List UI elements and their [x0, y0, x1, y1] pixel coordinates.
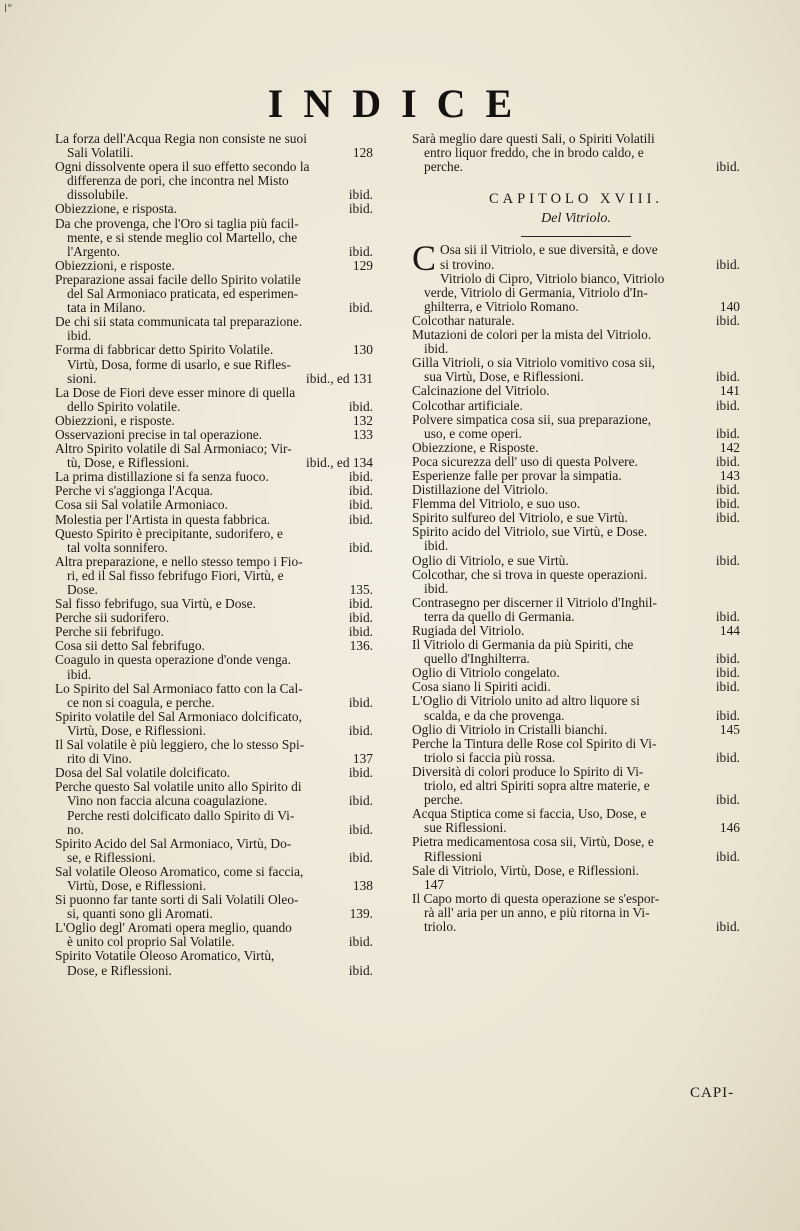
- entry-text: Sal volatile Oleoso Aromatico, come si faccia,: [55, 863, 304, 879]
- index-entry: [55, 823, 373, 837]
- index-entry: [55, 653, 373, 667]
- index-entry: [412, 751, 740, 765]
- right-column: [412, 132, 740, 934]
- index-entry: [412, 666, 740, 680]
- entry-text: Oglio di Vitriolo, e sue Virtù.: [412, 552, 569, 568]
- index-entry: [412, 596, 740, 610]
- index-entry: [55, 343, 373, 357]
- index-entry: [55, 160, 373, 174]
- entry-text: La prima distillazione si fa senza fuoco.: [55, 469, 269, 485]
- entry-text: Perche la Tintura delle Rose col Spirito di Vi-: [412, 735, 657, 751]
- entry-text: Poca sicurezza dell' uso di questa Polvere.: [412, 453, 638, 469]
- entry-text: Perche questo Sal volatile unito allo Spirito di: [55, 779, 302, 795]
- right-top-entries: [412, 132, 740, 174]
- entry-page: ibid.: [715, 510, 740, 526]
- index-entry: [412, 765, 740, 779]
- dropcap-letter: C: [412, 238, 437, 279]
- index-entry: [412, 624, 740, 638]
- index-entry: [55, 442, 373, 456]
- index-entry: [55, 174, 373, 188]
- entry-page: ibid.: [348, 849, 373, 865]
- index-entry: [55, 132, 373, 146]
- entry-text: Cosa sii detto Sal febrifugo.: [55, 638, 205, 654]
- right-entries: [412, 272, 740, 934]
- entry-text: del Sal Armoniaco praticata, ed esperimen-: [67, 286, 299, 302]
- entry-text: perche.: [424, 159, 464, 175]
- entry-page: ibid.: [348, 201, 373, 217]
- entry-text: Il Capo morto di questa operazione se s'espor-: [412, 890, 660, 906]
- entry-page: ibid.: [348, 821, 373, 837]
- index-entry: [412, 356, 740, 370]
- entry-text: Calcinazione del Vitriolo.: [412, 383, 550, 399]
- entry-page: ibid.: [348, 300, 373, 316]
- page-title: INDICE: [267, 81, 533, 126]
- entry-text: sue Riflessioni.: [424, 820, 507, 836]
- index-entry: [412, 146, 740, 160]
- divider: [521, 236, 631, 237]
- entry-page: ibid.: [715, 848, 740, 864]
- index-entry: [412, 709, 740, 723]
- entry-text: Diversità di colori produce lo Spirito di Vi-: [412, 763, 644, 779]
- index-entry: [412, 441, 740, 455]
- entry-page: ibid.: [715, 651, 740, 667]
- index-entry: [55, 541, 373, 555]
- entry-page: 130: [352, 342, 373, 358]
- entry-page: 145: [719, 721, 740, 737]
- entry-page: ibid.: [348, 722, 373, 738]
- entry-page: 139.: [349, 906, 373, 922]
- entry-page: 138: [352, 877, 373, 893]
- entry-text: perche.: [424, 792, 464, 808]
- index-entry: [412, 539, 740, 553]
- entry-text: Da che provenga, che l'Oro si taglia più facil-: [55, 215, 299, 231]
- entry-page: 146: [719, 820, 740, 836]
- entry-text: no.: [67, 821, 84, 837]
- entry-text: Altra preparazione, e nello stesso tempo i Fio-: [55, 553, 303, 569]
- index-entry: [55, 513, 373, 527]
- entry-text: Perche sii febrifugo.: [55, 624, 164, 640]
- index-entry: [412, 328, 740, 342]
- index-entry: [440, 258, 740, 272]
- entry-page: 140: [719, 298, 740, 314]
- entry-text: Riflessioni: [424, 848, 483, 864]
- index-entry: [412, 906, 740, 920]
- entry-text: Colcothar, che si trova in queste operazioni.: [412, 566, 648, 582]
- entry-text: tal volta sonnifero.: [67, 539, 168, 555]
- entry-text: Spirito Acido del Sal Armoniaco, Virtù, Do-: [55, 835, 292, 851]
- index-entry: [412, 497, 740, 511]
- entry-text: dello Spirito volatile.: [67, 398, 181, 414]
- index-entry: [412, 737, 740, 751]
- index-entry: [412, 286, 740, 300]
- entry-text: Contrasegno per discerner il Vitriolo d'Inghil-: [412, 594, 657, 610]
- entry-text: Osservazioni precise in tal operazione.: [55, 426, 263, 442]
- index-entry: [55, 809, 373, 823]
- index-entry: [440, 272, 740, 286]
- entry-text: ibid.: [67, 666, 92, 682]
- entry-page: ibid., ed 131: [306, 370, 373, 386]
- index-entry: [412, 483, 740, 497]
- entry-text: Rugiada del Vitriolo.: [412, 623, 525, 638]
- entry-text: Vitriolo di Cipro, Vitriolo bianco, Vitriolo: [440, 270, 665, 286]
- entry-text: Ogni dissolvente opera il suo effetto secondo la: [55, 159, 310, 175]
- entry-text: Mutazioni de colori per la mista del Vitriolo.: [412, 327, 652, 343]
- entry-text: De chi sii stata communicata tal preparazione.: [55, 314, 303, 330]
- entry-page: ibid.: [715, 453, 740, 469]
- index-entry: [55, 273, 373, 287]
- entry-page: ibid.: [715, 749, 740, 765]
- entry-text: Virtù, Dosa, forme di usarlo, e sue Rifles-: [67, 356, 291, 372]
- index-entry: [55, 766, 373, 780]
- index-entry: [412, 807, 740, 821]
- entry-page: ibid.: [348, 243, 373, 259]
- index-entry: [55, 555, 373, 569]
- entry-text: Virtù, Dose, e Riflessioni.: [67, 877, 207, 893]
- index-entry: [55, 780, 373, 794]
- index-entry: [55, 949, 373, 963]
- entry-page: 141: [719, 383, 740, 399]
- index-entry: [55, 639, 373, 653]
- index-entry: [55, 146, 373, 160]
- entry-page: ibid.: [715, 552, 740, 568]
- entry-page: 133: [352, 426, 373, 442]
- entry-text: Flemma del Vitriolo, e suo uso.: [412, 496, 581, 512]
- corner-mark: l°: [4, 2, 13, 15]
- entry-text: Coagulo in questa operazione d'onde venga.: [55, 652, 291, 668]
- entry-text: verde, Vitriolo di Germania, Vitriolo d'In-: [424, 284, 648, 300]
- index-entry: [55, 527, 373, 541]
- index-entry: [412, 610, 740, 624]
- index-entry: [55, 837, 373, 851]
- entry-page: ibid.: [715, 397, 740, 413]
- entry-text: Lo Spirito del Sal Armoniaco fatto con la Cal-: [55, 680, 303, 696]
- entry-text: Dose.: [67, 582, 98, 597]
- entry-text: Obiezzioni, e risposte.: [55, 412, 175, 428]
- entry-text: Sale di Vitriolo, Virtù, Dose, e Riflessioni.: [412, 862, 640, 878]
- entry-text: Colcothar artificiale.: [412, 397, 523, 413]
- index-entry: [412, 694, 740, 708]
- index-entry: [55, 625, 373, 639]
- entry-page: ibid.: [348, 398, 373, 414]
- index-entry: [412, 920, 740, 934]
- index-entry: [55, 907, 373, 921]
- index-entry: [55, 456, 373, 470]
- index-entry: [55, 865, 373, 879]
- index-entry: [412, 652, 740, 666]
- entry-page: ibid.: [715, 707, 740, 723]
- entry-text: Spirito Votatile Oleoso Aromatico, Virtù,: [55, 948, 275, 964]
- entry-text: Obiezzioni, e risposte.: [55, 257, 175, 273]
- index-entry: [55, 287, 373, 301]
- index-entry: [412, 413, 740, 427]
- entry-text: Oglio di Vitriolo congelato.: [412, 665, 560, 681]
- index-entry: [55, 851, 373, 865]
- entry-text: Il Vitriolo di Germania da più Spiriti, che: [412, 637, 634, 653]
- entry-page: ibid.: [715, 256, 740, 272]
- index-entry: [412, 455, 740, 469]
- entry-text: Forma di fabbricar detto Spirito Volatile.: [55, 342, 274, 358]
- index-entry: [55, 470, 373, 484]
- entry-text: Cosa siano li Spiriti acidi.: [412, 679, 551, 695]
- entry-text: Spirito sulfureo del Vitriolo, e sue Virtù.: [412, 510, 628, 526]
- entry-text: Il Sal volatile è più leggiero, che lo stesso Spi-: [55, 737, 305, 753]
- entry-text: Colcothar naturale.: [412, 312, 515, 328]
- entry-page: ibid.: [348, 793, 373, 809]
- entry-page: ibid.: [348, 624, 373, 640]
- entry-text: triolo si faccia più rossa.: [424, 749, 556, 765]
- dropcap-line: Osa sii il Vitriolo, e sue diversità, e dove: [440, 242, 658, 258]
- entry-page: ibid.: [348, 511, 373, 527]
- index-entry: [412, 314, 740, 328]
- entry-text: ibid.: [67, 328, 92, 344]
- index-entry: [412, 160, 740, 174]
- entry-page: ibid.: [348, 962, 373, 978]
- entry-text: terra da quello di Germania.: [424, 608, 575, 624]
- index-entry: [55, 400, 373, 414]
- index-entry: [55, 414, 373, 428]
- entry-page: ibid.: [348, 610, 373, 626]
- entry-text: ibid.: [424, 341, 449, 357]
- index-entry: [55, 358, 373, 372]
- entry-page: 128: [352, 145, 373, 161]
- index-entry: [55, 217, 373, 231]
- chapter-subtitle: Del Vitriolo.: [541, 211, 611, 227]
- index-entry: [55, 498, 373, 512]
- index-entry: [55, 329, 373, 343]
- entry-text: se, e Riflessioni.: [67, 849, 156, 865]
- index-entry: [412, 342, 740, 356]
- entry-page: ibid.: [715, 679, 740, 695]
- entry-page: 144: [719, 623, 740, 638]
- entry-text: La Dose de Fiori deve esser minore di quella: [55, 384, 296, 400]
- entry-text: è unito col proprio Sal Volatile.: [67, 934, 235, 950]
- index-entry: [412, 878, 740, 892]
- index-entry: [55, 738, 373, 752]
- entry-page: ibid.: [348, 765, 373, 781]
- entry-page: 143: [719, 467, 740, 483]
- chapter-heading: CAPITOLO XVIII.: [488, 191, 664, 208]
- index-entry: [412, 399, 740, 413]
- entry-text: Perche vi s'aggionga l'Acqua.: [55, 483, 214, 499]
- entry-page: ibid.: [715, 792, 740, 808]
- index-entry: [412, 680, 740, 694]
- index-entry: [55, 964, 373, 978]
- index-entry: [55, 752, 373, 766]
- entry-text: Sal fisso febrifugo, sua Virtù, e Dose.: [55, 596, 256, 612]
- entry-text: L'Oglio di Vitriolo unito ad altro liquore si: [412, 693, 640, 709]
- entry-page: ibid., ed 134: [306, 455, 373, 471]
- entry-text: differenza de pori, che incontra nel Misto: [67, 173, 289, 189]
- entry-page: ibid.: [715, 425, 740, 441]
- entry-text: Preparazione assai facile dello Spirito volatile: [55, 271, 301, 287]
- index-entry: [412, 427, 740, 441]
- entry-page: 142: [719, 439, 740, 455]
- index-entry: [412, 582, 740, 596]
- index-entry: [412, 525, 740, 539]
- index-entry: [412, 469, 740, 483]
- left-column: [55, 132, 373, 978]
- index-entry: [412, 554, 740, 568]
- entry-text: Dosa del Sal volatile dolcificato.: [55, 765, 231, 781]
- entry-page: ibid.: [348, 694, 373, 710]
- entry-text: tata in Milano.: [67, 300, 146, 316]
- entry-text: Cosa sii Sal volatile Armoniaco.: [55, 497, 228, 513]
- entry-page: ibid.: [715, 312, 740, 328]
- index-entry: [55, 372, 373, 386]
- entry-text: Perche sii sudorifero.: [55, 610, 170, 626]
- entry-page: ibid.: [348, 469, 373, 485]
- index-entry: [55, 696, 373, 710]
- entry-text: ibid.: [424, 580, 449, 596]
- entry-text: La forza dell'Acqua Regia non consiste ne suoi: [55, 131, 307, 146]
- index-entry: [55, 921, 373, 935]
- index-entry: [55, 583, 373, 597]
- entry-page: ibid.: [348, 539, 373, 555]
- entry-text: Spirito volatile del Sal Armoniaco dolcificato,: [55, 708, 302, 724]
- entry-page: ibid.: [348, 483, 373, 499]
- index-entry: [55, 202, 373, 216]
- index-entry: [55, 710, 373, 724]
- entry-text: si trovino.: [440, 256, 495, 272]
- index-entry: [55, 893, 373, 907]
- entry-page: 137: [352, 751, 373, 767]
- index-entry: [55, 386, 373, 400]
- entry-text: triolo.: [424, 918, 457, 934]
- entry-page: ibid.: [715, 608, 740, 624]
- index-entry: [55, 428, 373, 442]
- entry-text: Obiezzione, e risposta.: [55, 201, 177, 217]
- index-entry: [55, 484, 373, 498]
- entry-text: Si puonno far tante sorti di Sali Volatili Oleo-: [55, 892, 299, 908]
- entry-text: Polvere simpatica cosa sii, sua preparazione,: [412, 411, 652, 427]
- index-entry: [55, 259, 373, 273]
- entry-text: sua Virtù, Dose, e Riflessioni.: [424, 369, 584, 385]
- entry-text: Sarà meglio dare questi Sali, o Spiriti Volatili: [412, 131, 655, 146]
- index-entry: [412, 638, 740, 652]
- entry-page: ibid.: [715, 496, 740, 512]
- entry-text: Acqua Stiptica come si faccia, Uso, Dose, e: [412, 806, 647, 822]
- index-entry: [55, 794, 373, 808]
- entry-text: Perche resti dolcificato dallo Spirito di Vi-: [67, 807, 295, 823]
- index-entry: [55, 668, 373, 682]
- index-entry: [55, 597, 373, 611]
- entry-text: Obiezzione, e Risposte.: [412, 439, 539, 455]
- index-entry: [55, 315, 373, 329]
- index-entry: [412, 821, 740, 835]
- index-entry: [412, 511, 740, 525]
- index-entry: [412, 723, 740, 737]
- index-entry: [55, 611, 373, 625]
- index-entry: [412, 864, 740, 878]
- entry-text: tù, Dose, e Riflessioni.: [67, 455, 189, 471]
- entry-page: ibid.: [715, 918, 740, 934]
- entry-text: dissolubile.: [67, 187, 129, 203]
- entry-text: Distillazione del Vitriolo.: [412, 482, 549, 498]
- entry-text: ce non si coagula, e perche.: [67, 694, 215, 710]
- index-entry: [55, 188, 373, 202]
- entry-text: Esperienze falle per provar la simpatia.: [412, 467, 622, 483]
- entry-text: Oglio di Vitriolo in Cristalli bianchi.: [412, 721, 608, 737]
- entry-text: ri, ed il Sal fisso febrifugo Fiori, Virtù, e: [67, 567, 284, 583]
- entry-text: Spirito acido del Vitriolo, sue Virtù, e Dose.: [412, 524, 648, 540]
- entry-text: 147: [424, 876, 445, 892]
- entry-page: 135.: [349, 582, 373, 597]
- entry-text: triolo, ed altri Spiriti sopra altre materie, e: [424, 778, 650, 794]
- index-entry: [412, 892, 740, 906]
- entry-text: entro liquor freddo, che in brodo caldo, e: [424, 145, 644, 161]
- index-entry: [55, 245, 373, 259]
- index-entry: [55, 879, 373, 893]
- index-entry: [55, 682, 373, 696]
- entry-text: Dose, e Riflessioni.: [67, 962, 172, 978]
- entry-page: ibid.: [715, 369, 740, 385]
- entry-text: l'Argento.: [67, 243, 121, 259]
- entry-text: Pietra medicamentosa cosa sii, Virtù, Dose, e: [412, 834, 654, 850]
- index-entry: [412, 370, 740, 384]
- entry-text: quello d'Inghilterra.: [424, 651, 530, 667]
- entry-text: L'Oglio degl' Aromati opera meglio, quando: [55, 920, 292, 936]
- entry-page: 132: [352, 412, 373, 428]
- index-entry: [412, 132, 740, 146]
- entry-page: ibid.: [715, 482, 740, 498]
- entry-text: Gilla Vitrioli, o sia Vitriolo vomitivo cosa sii,: [412, 355, 656, 371]
- index-entry: [412, 384, 740, 398]
- index-entry: [55, 724, 373, 738]
- catchword: CAPI-: [690, 1085, 735, 1101]
- entry-page: ibid.: [348, 596, 373, 612]
- entry-text: sioni.: [67, 370, 97, 386]
- index-entry: [412, 779, 740, 793]
- entry-text: Sali Volatili.: [67, 145, 134, 161]
- index-entry: [55, 569, 373, 583]
- entry-page: ibid.: [715, 665, 740, 681]
- index-entry: [55, 935, 373, 949]
- entry-page: ibid.: [348, 934, 373, 950]
- entry-text: Altro Spirito volatile di Sal Armoniaco; Vir-: [55, 441, 292, 457]
- entry-text: rà all' aria per un anno, e più ritorna in Vi-: [424, 904, 650, 920]
- entry-text: Vino non faccia alcuna coagulazione.: [67, 793, 268, 809]
- entry-page: ibid.: [715, 159, 740, 175]
- entry-page: 129: [352, 257, 373, 273]
- index-entry: [412, 568, 740, 582]
- entry-text: uso, e come operi.: [424, 425, 522, 441]
- entry-text: Questo Spirito è precipitante, sudorifero, e: [55, 525, 283, 541]
- index-entry: [412, 300, 740, 314]
- index-entry: [55, 301, 373, 315]
- index-entry: [55, 231, 373, 245]
- entry-page: ibid.: [348, 187, 373, 203]
- entry-text: si, quanti sono gli Aromati.: [67, 906, 213, 922]
- index-entry: [412, 850, 740, 864]
- entry-text: Virtù, Dose, e Riflessioni.: [67, 722, 207, 738]
- index-entry: [412, 793, 740, 807]
- entry-page: ibid.: [348, 497, 373, 513]
- entry-text: ghilterra, e Vitriolo Romano.: [424, 298, 579, 314]
- entry-text: mente, e si stende meglio col Martello, che: [67, 229, 298, 245]
- entry-text: scalda, e da che provenga.: [424, 707, 565, 723]
- entry-text: rito di Vino.: [67, 751, 132, 767]
- entry-page: 136.: [349, 638, 373, 654]
- entry-text: Molestia per l'Artista in questa fabbrica.: [55, 511, 271, 527]
- entry-text: ibid.: [424, 538, 449, 554]
- index-entry: [412, 835, 740, 849]
